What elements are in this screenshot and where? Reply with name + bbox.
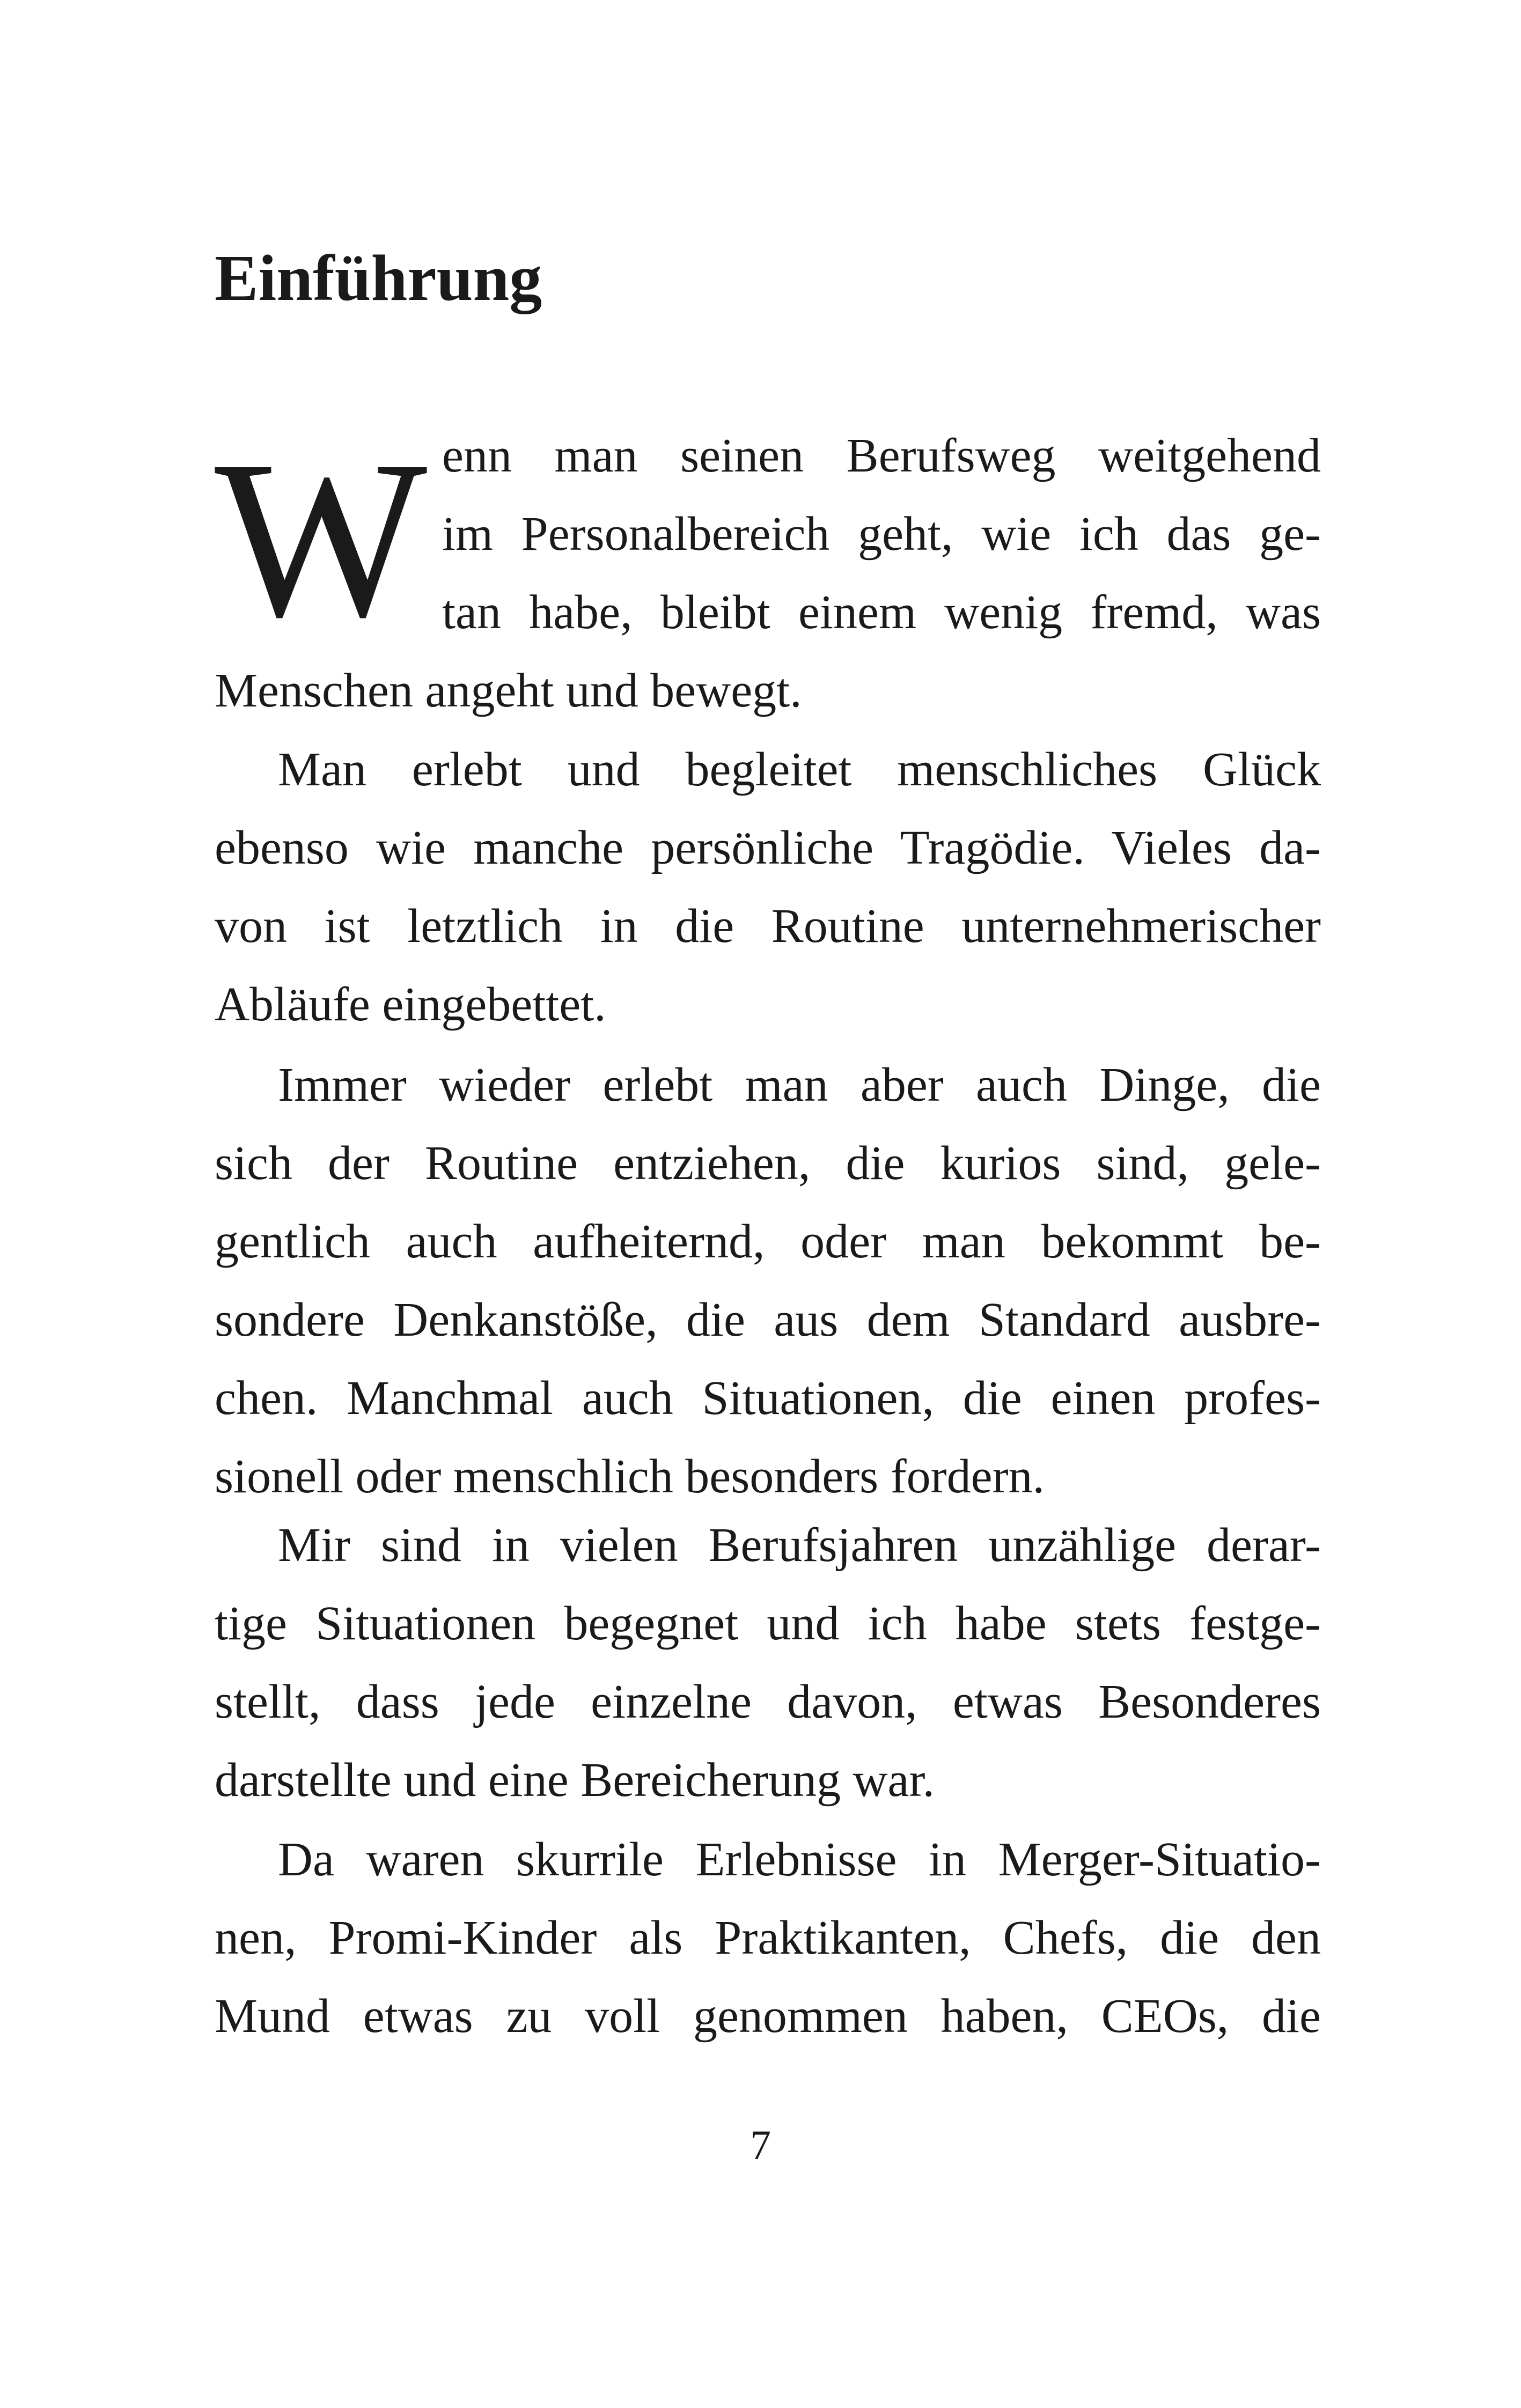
text-line: Man erlebt und begleitet menschliches Glück [278, 743, 1321, 796]
text-line: Mir sind in vielen Berufsjahren unzählige derar- [278, 1519, 1321, 1572]
drop-cap: W [215, 414, 428, 664]
paragraph-3 [215, 1046, 1321, 1516]
paragraph-2 [215, 731, 1321, 1044]
text-line: sionell oder menschlich besonders fordern. [215, 1450, 1045, 1503]
text-line: tan habe, bleibt einem wenig fremd, was [442, 586, 1321, 639]
text-line: darstellte und eine Bereicherung war. [215, 1754, 935, 1807]
text-line: Mund etwas zu voll genommen haben, CEOs, die [215, 1990, 1321, 2043]
chapter-title: Einführung [215, 242, 542, 314]
text-line: sich der Routine entziehen, die kurios sind, gele- [215, 1137, 1321, 1190]
paragraph-1 [215, 414, 1321, 730]
text-line: Abläufe eingebettet. [215, 978, 606, 1031]
text-line: ebenso wie manche persönliche Tragödie. Vieles da- [215, 821, 1321, 874]
text-line: Menschen angeht und bewegt. [215, 664, 802, 717]
text-line: nen, Promi-Kinder als Praktikanten, Chefs, die den [215, 1911, 1321, 1964]
text-line: von ist letztlich in die Routine unternehmerischer [215, 900, 1321, 953]
text-line: gentlich auch aufheiternd, oder man bekommt be- [215, 1215, 1321, 1268]
text-line: enn man seinen Berufsweg weitgehend [442, 429, 1321, 482]
text-line: Da waren skurrile Erlebnisse in Merger-Situatio- [278, 1833, 1321, 1886]
paragraph-4 [215, 1506, 1321, 1820]
text-line: Immer wieder erlebt man aber auch Dinge, die [278, 1058, 1321, 1111]
paragraph-5 [215, 1821, 1321, 2056]
text-line: chen. Manchmal auch Situationen, die einen profes- [215, 1372, 1321, 1425]
text-line: sondere Denkanstöße, die aus dem Standard ausbre- [215, 1293, 1321, 1346]
text-line: tige Situationen begegnet und ich habe stets festge- [215, 1597, 1321, 1650]
text-line: im Personalbereich geht, wie ich das ge- [442, 507, 1321, 561]
text-line: stellt, dass jede einzelne davon, etwas Besonderes [215, 1675, 1321, 1728]
page-number: 7 [750, 2122, 771, 2168]
